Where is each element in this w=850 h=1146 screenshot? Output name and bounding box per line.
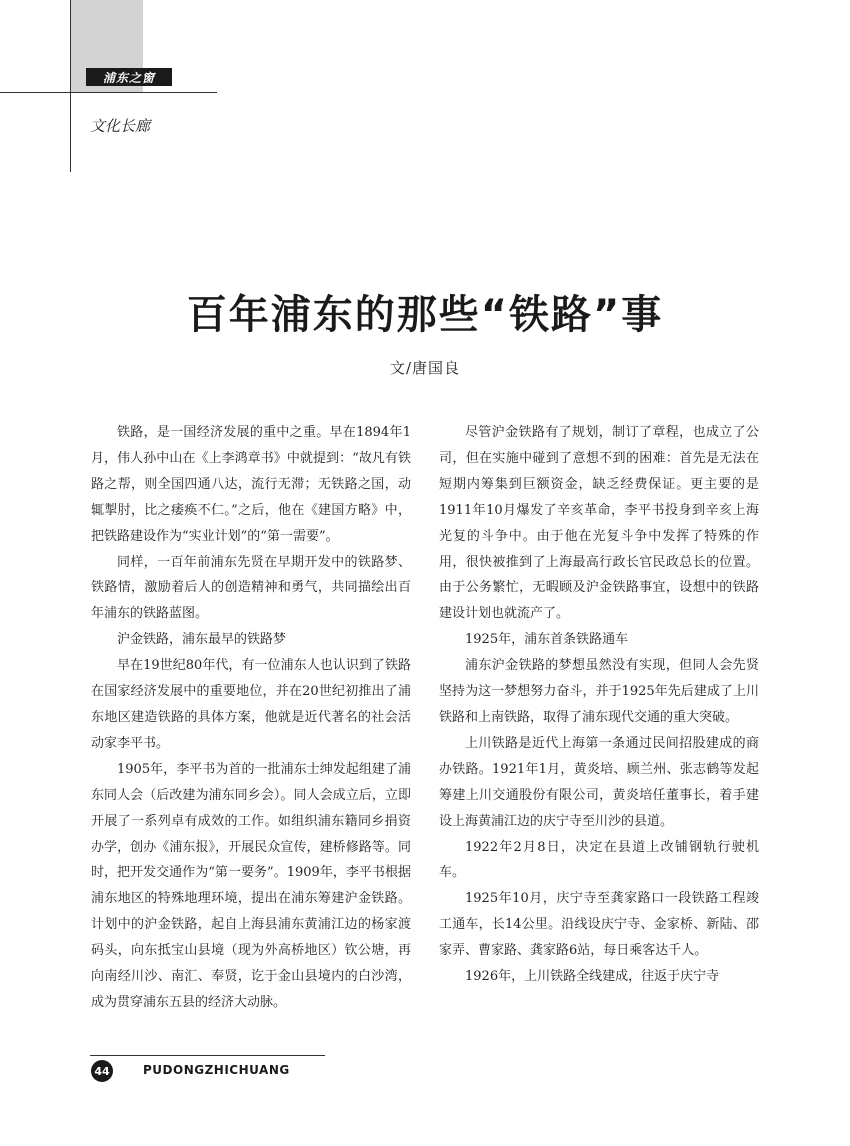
paragraph: 同样，一百年前浦东先贤在早期开发中的铁路梦、铁路情，激励着后人的创造精神和勇气，共同描绘出百年浦东的铁路蓝图。 (91, 554, 411, 622)
paragraph: 铁路，是一国经济发展的重中之重。早在1894年1月，伟人孙中山在《上李鸿章书》中就提到：“故凡有铁路之帮，则全国四通八达，流行无滞；无铁路之国，动辄掣肘，比之痿痪不仁。”之后，他在《建国方略》中，把铁路建设作为“实业计划”的“第一需要”。 (91, 425, 411, 544)
page-number: 44 (91, 1060, 113, 1082)
article-title: 百年浦东的那些“铁路”事 (186, 292, 664, 338)
subheading: 1925年，浦东首条铁路通车 (465, 632, 629, 648)
section-label: 文化长廊 (90, 117, 151, 135)
footer-rule (90, 1055, 325, 1056)
paragraph: 早在19世纪80年代，有一位浦东人也认识到了铁路在国家经济发展中的重要地位，并在20世纪初推出了浦东地区建造铁路的具体方案，他就是近代著名的社会活动家李平书。 (91, 658, 411, 751)
right-column (439, 420, 759, 990)
paragraph: 1922年2月8日，决定在县道上改铺钢轨行驶机车。 (439, 839, 759, 881)
paragraph: 1905年，李平书为首的一批浦东士绅发起组建了浦东同人会（后改建为浦东同乡会）。同人会成立后，立即开展了一系列卓有成效的工作。如组织浦东籍同乡捐资办学，创办《浦东报》，开展民众宣传，建桥修路等。同时，把开发交通作为“第一要务”。1909年，李平书根据浦东地区的特殊地理环境，提出在浦东筹建沪金铁路。计划中的沪金铁路，起自上海县浦东黄浦江边的杨家渡码头，向东抵宝山县境（现为外高桥地区）钦公塘，再向南经川沙、南汇、奉贤，讫于金山县境内的白沙湾，成为贯穿浦东五县的经济大动脉。 (91, 761, 411, 1010)
paragraph: 1926年，上川铁路全线建成，往返于庆宁寺 (465, 969, 720, 985)
paragraph: 尽管沪金铁路有了规划，制订了章程，也成立了公司，但在实施中碰到了意想不到的困难：首先是无法在短期内筹集到巨额资金，缺乏经费保证。更主要的是1911年10月爆发了辛亥革命，李平书投身到辛亥上海光复的斗争中。由于他在光复斗争中发挥了特殊的作用，很快被推到了上海最高行政长官民政总长的位置。由于公务繁忙，无暇顾及沪金铁路事宜，设想中的铁路建设计划也就流产了。 (439, 425, 759, 622)
magazine-logo: 浦东之窗 (86, 68, 172, 86)
left-column (91, 420, 411, 1016)
paragraph: 浦东沪金铁路的梦想虽然没有实现，但同人会先贤坚持为这一梦想努力奋斗，并于1925年先后建成了上川铁路和上南铁路，取得了浦东现代交通的重大突破。 (439, 658, 759, 725)
article-author: 文/唐国良 (389, 359, 461, 377)
magazine-name: PUDONGZHICHUANG (143, 1063, 290, 1077)
paragraph: 1925年10月，庆宁寺至龚家路口一段铁路工程竣工通车，长14公里。沿线设庆宁寺、金家桥、新陆、邵家弄、曹家路、龚家路6站，每日乘客达千人。 (439, 891, 759, 959)
subheading: 沪金铁路，浦东最早的铁路梦 (117, 632, 287, 648)
header-horizontal-rule (0, 92, 217, 93)
paragraph: 上川铁路是近代上海第一条通过民间招股建成的商办铁路。1921年1月，黄炎培、顾兰州、张志鹤等发起筹建上川交通股份有限公司，黄炎培任董事长，着手建设上海黄浦江边的庆宁寺至川沙的县道。 (439, 735, 759, 829)
header-vertical-rule (70, 0, 71, 172)
